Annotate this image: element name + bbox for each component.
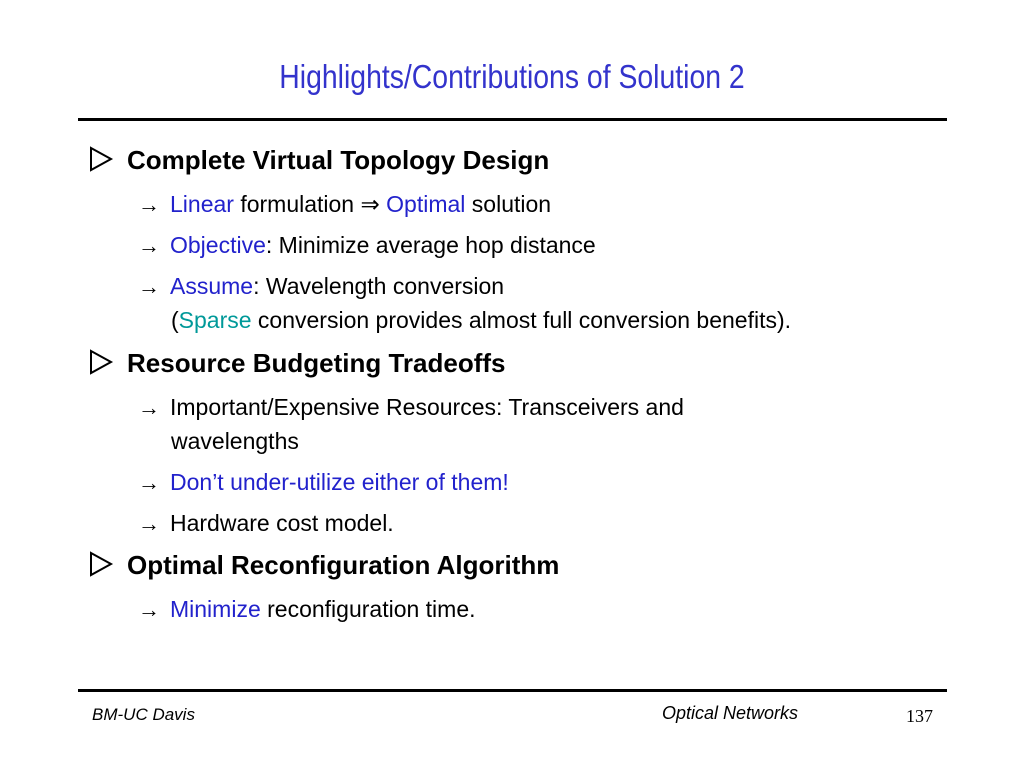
footer-author: BM-UC Davis	[92, 705, 195, 724]
list-item: → Minimize reconfiguration time.	[138, 592, 476, 627]
section-heading-2-label: Resource Budgeting Tradeoffs	[127, 348, 506, 378]
slide-title: Highlights/Contributions of Solution 2	[279, 58, 745, 95]
list-item: → Objective: Minimize average hop distance	[138, 228, 596, 263]
bottom-divider	[78, 689, 947, 692]
triangle-bullet-icon	[88, 551, 114, 577]
section-heading-3-label: Optimal Reconfiguration Algorithm	[127, 550, 560, 580]
section-heading-3	[88, 550, 559, 581]
arrow-icon: →	[138, 395, 160, 420]
list-item: → Important/Expensive Resources: Transceivers and	[138, 390, 684, 425]
triangle-bullet-icon	[88, 146, 114, 172]
list-item: → Don’t under-utilize either of them!	[138, 465, 509, 500]
list-item-continuation: (Sparse conversion provides almost full conversion benefits).	[171, 307, 792, 333]
arrow-icon: →	[138, 597, 160, 622]
footer-course-title: Optical Networks	[662, 703, 799, 723]
arrow-icon: →	[138, 192, 160, 217]
arrow-icon: →	[138, 511, 160, 536]
arrow-icon: →	[138, 470, 160, 495]
implies-icon: ⇒	[360, 191, 380, 217]
list-item: → Linear formulation ⇒ Optimal solution	[138, 187, 551, 222]
section-heading-1	[88, 145, 549, 176]
arrow-icon: →	[138, 274, 160, 299]
arrow-icon: →	[138, 233, 160, 258]
list-item: → Assume: Wavelength conversion	[138, 269, 504, 304]
page-number: 137	[906, 706, 933, 726]
section-heading-2	[88, 348, 506, 379]
list-item-continuation: wavelengths	[171, 428, 299, 454]
list-item: → Hardware cost model.	[138, 506, 394, 541]
section-heading-1-label: Complete Virtual Topology Design	[127, 145, 550, 175]
triangle-bullet-icon	[88, 349, 114, 375]
